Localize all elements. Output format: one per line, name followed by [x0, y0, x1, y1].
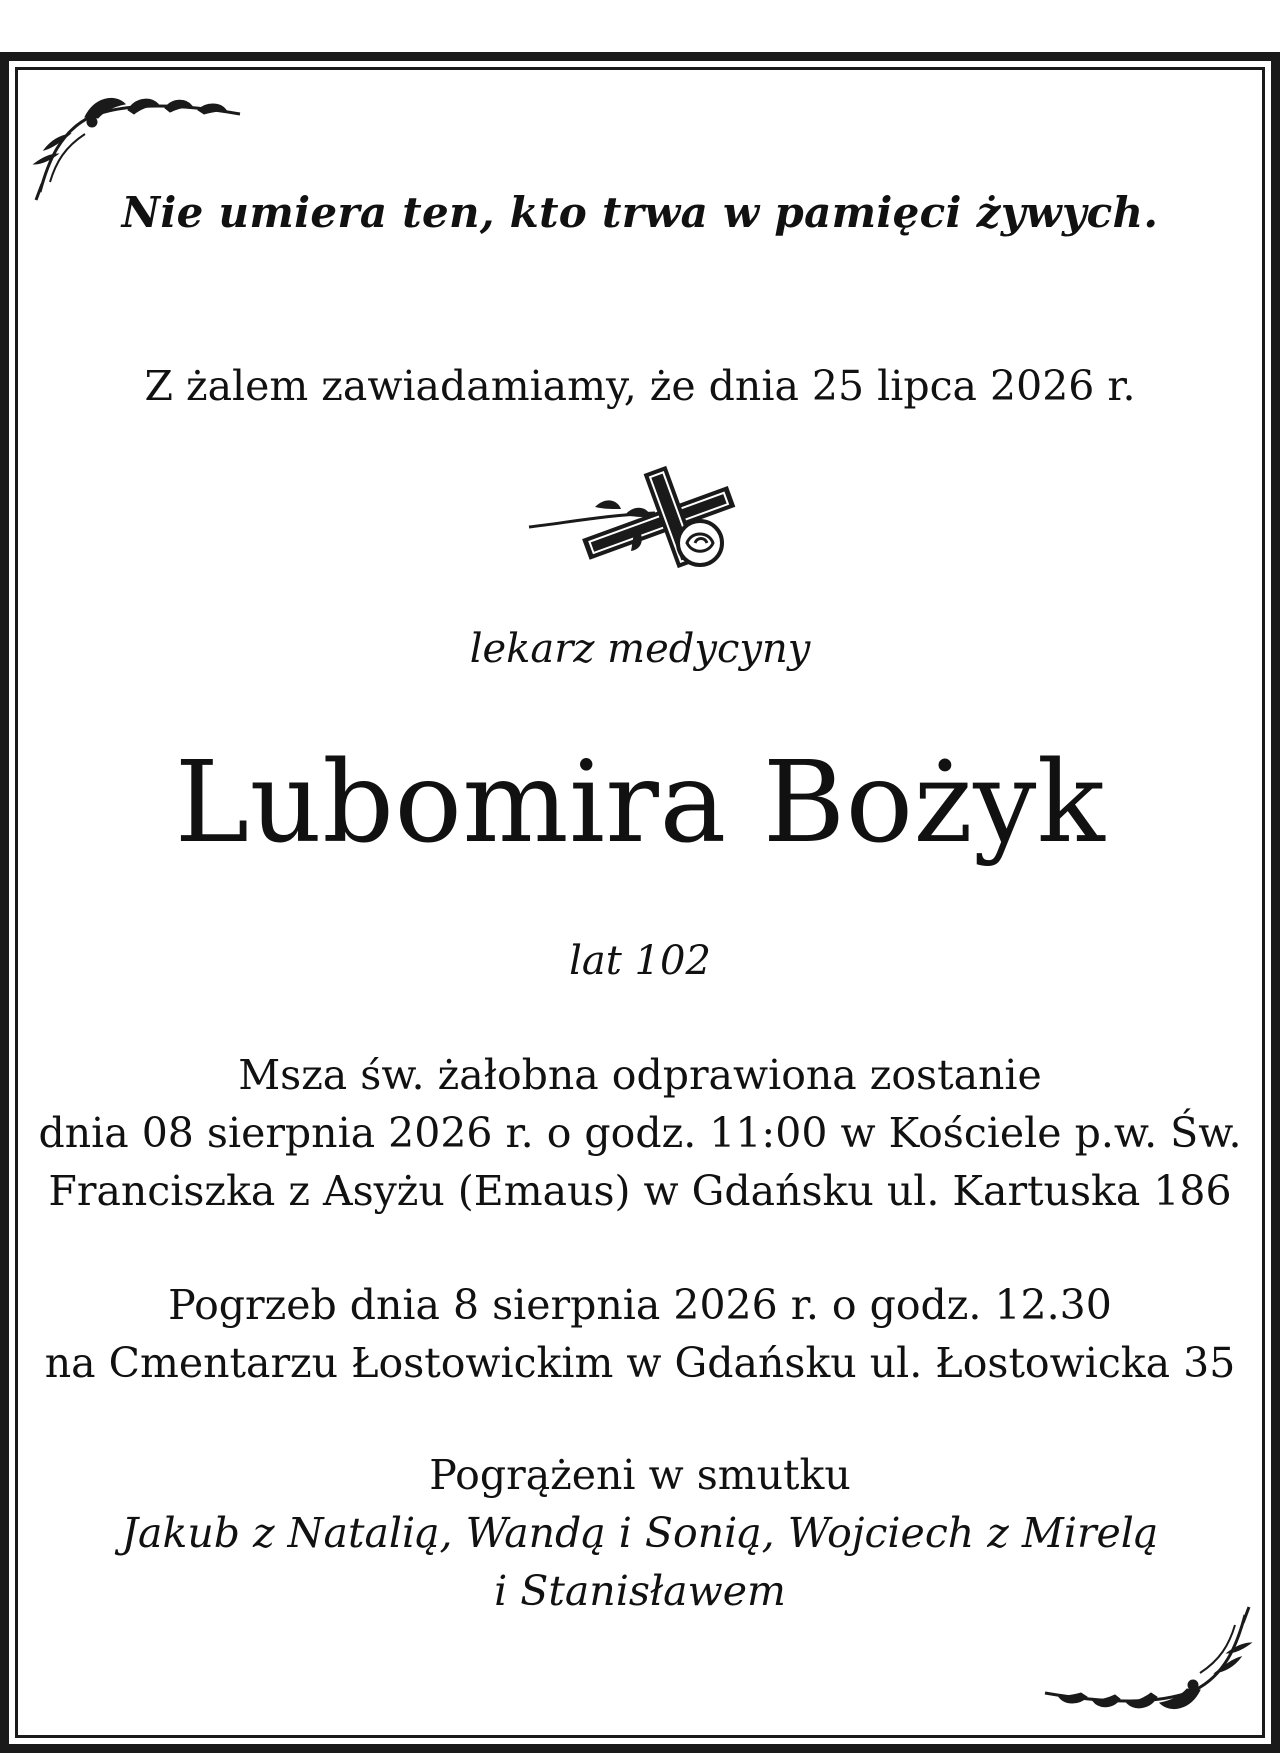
corner-ornament-bottom-right-icon [1040, 1605, 1255, 1715]
mourners-block [30, 1446, 1250, 1620]
deceased-name: Lubomira Bożyk [174, 738, 1106, 868]
motto: Nie umiera ten, kto trwa w pamięci żywych. [121, 188, 1159, 237]
mass-info [30, 1046, 1250, 1220]
deceased-age: lat 102 [569, 938, 711, 984]
announcement-intro: Z żalem zawiadamiamy, że dnia 25 lipca 2026 r. [144, 362, 1136, 410]
funeral-line-2: na Cmentarzu Łostowickim w Gdańsku ul. Łostowicka 35 [44, 1339, 1236, 1387]
funeral-info [30, 1276, 1250, 1392]
mourners-line-2: i Stanisławem [494, 1567, 786, 1615]
mourners-heading: Pogrążeni w smutku [429, 1451, 851, 1499]
cross-with-rose-icon [525, 465, 755, 575]
deceased-title: lekarz medycyny [469, 626, 811, 672]
mass-line-2: dnia 08 sierpnia 2026 r. o godz. 11:00 w Kościele p.w. Św. [38, 1109, 1242, 1157]
corner-ornament-top-left-icon [30, 92, 245, 202]
funeral-line-1: Pogrzeb dnia 8 sierpnia 2026 r. o godz. 12.30 [168, 1281, 1112, 1329]
mourners-line-1: Jakub z Natalią, Wandą i Sonią, Wojciech z Mirelą [121, 1509, 1159, 1557]
mass-line-1: Msza św. żałobna odprawiona zostanie [238, 1051, 1042, 1099]
mass-line-3: Franciszka z Asyżu (Emaus) w Gdańsku ul. Kartuska 186 [48, 1167, 1232, 1215]
